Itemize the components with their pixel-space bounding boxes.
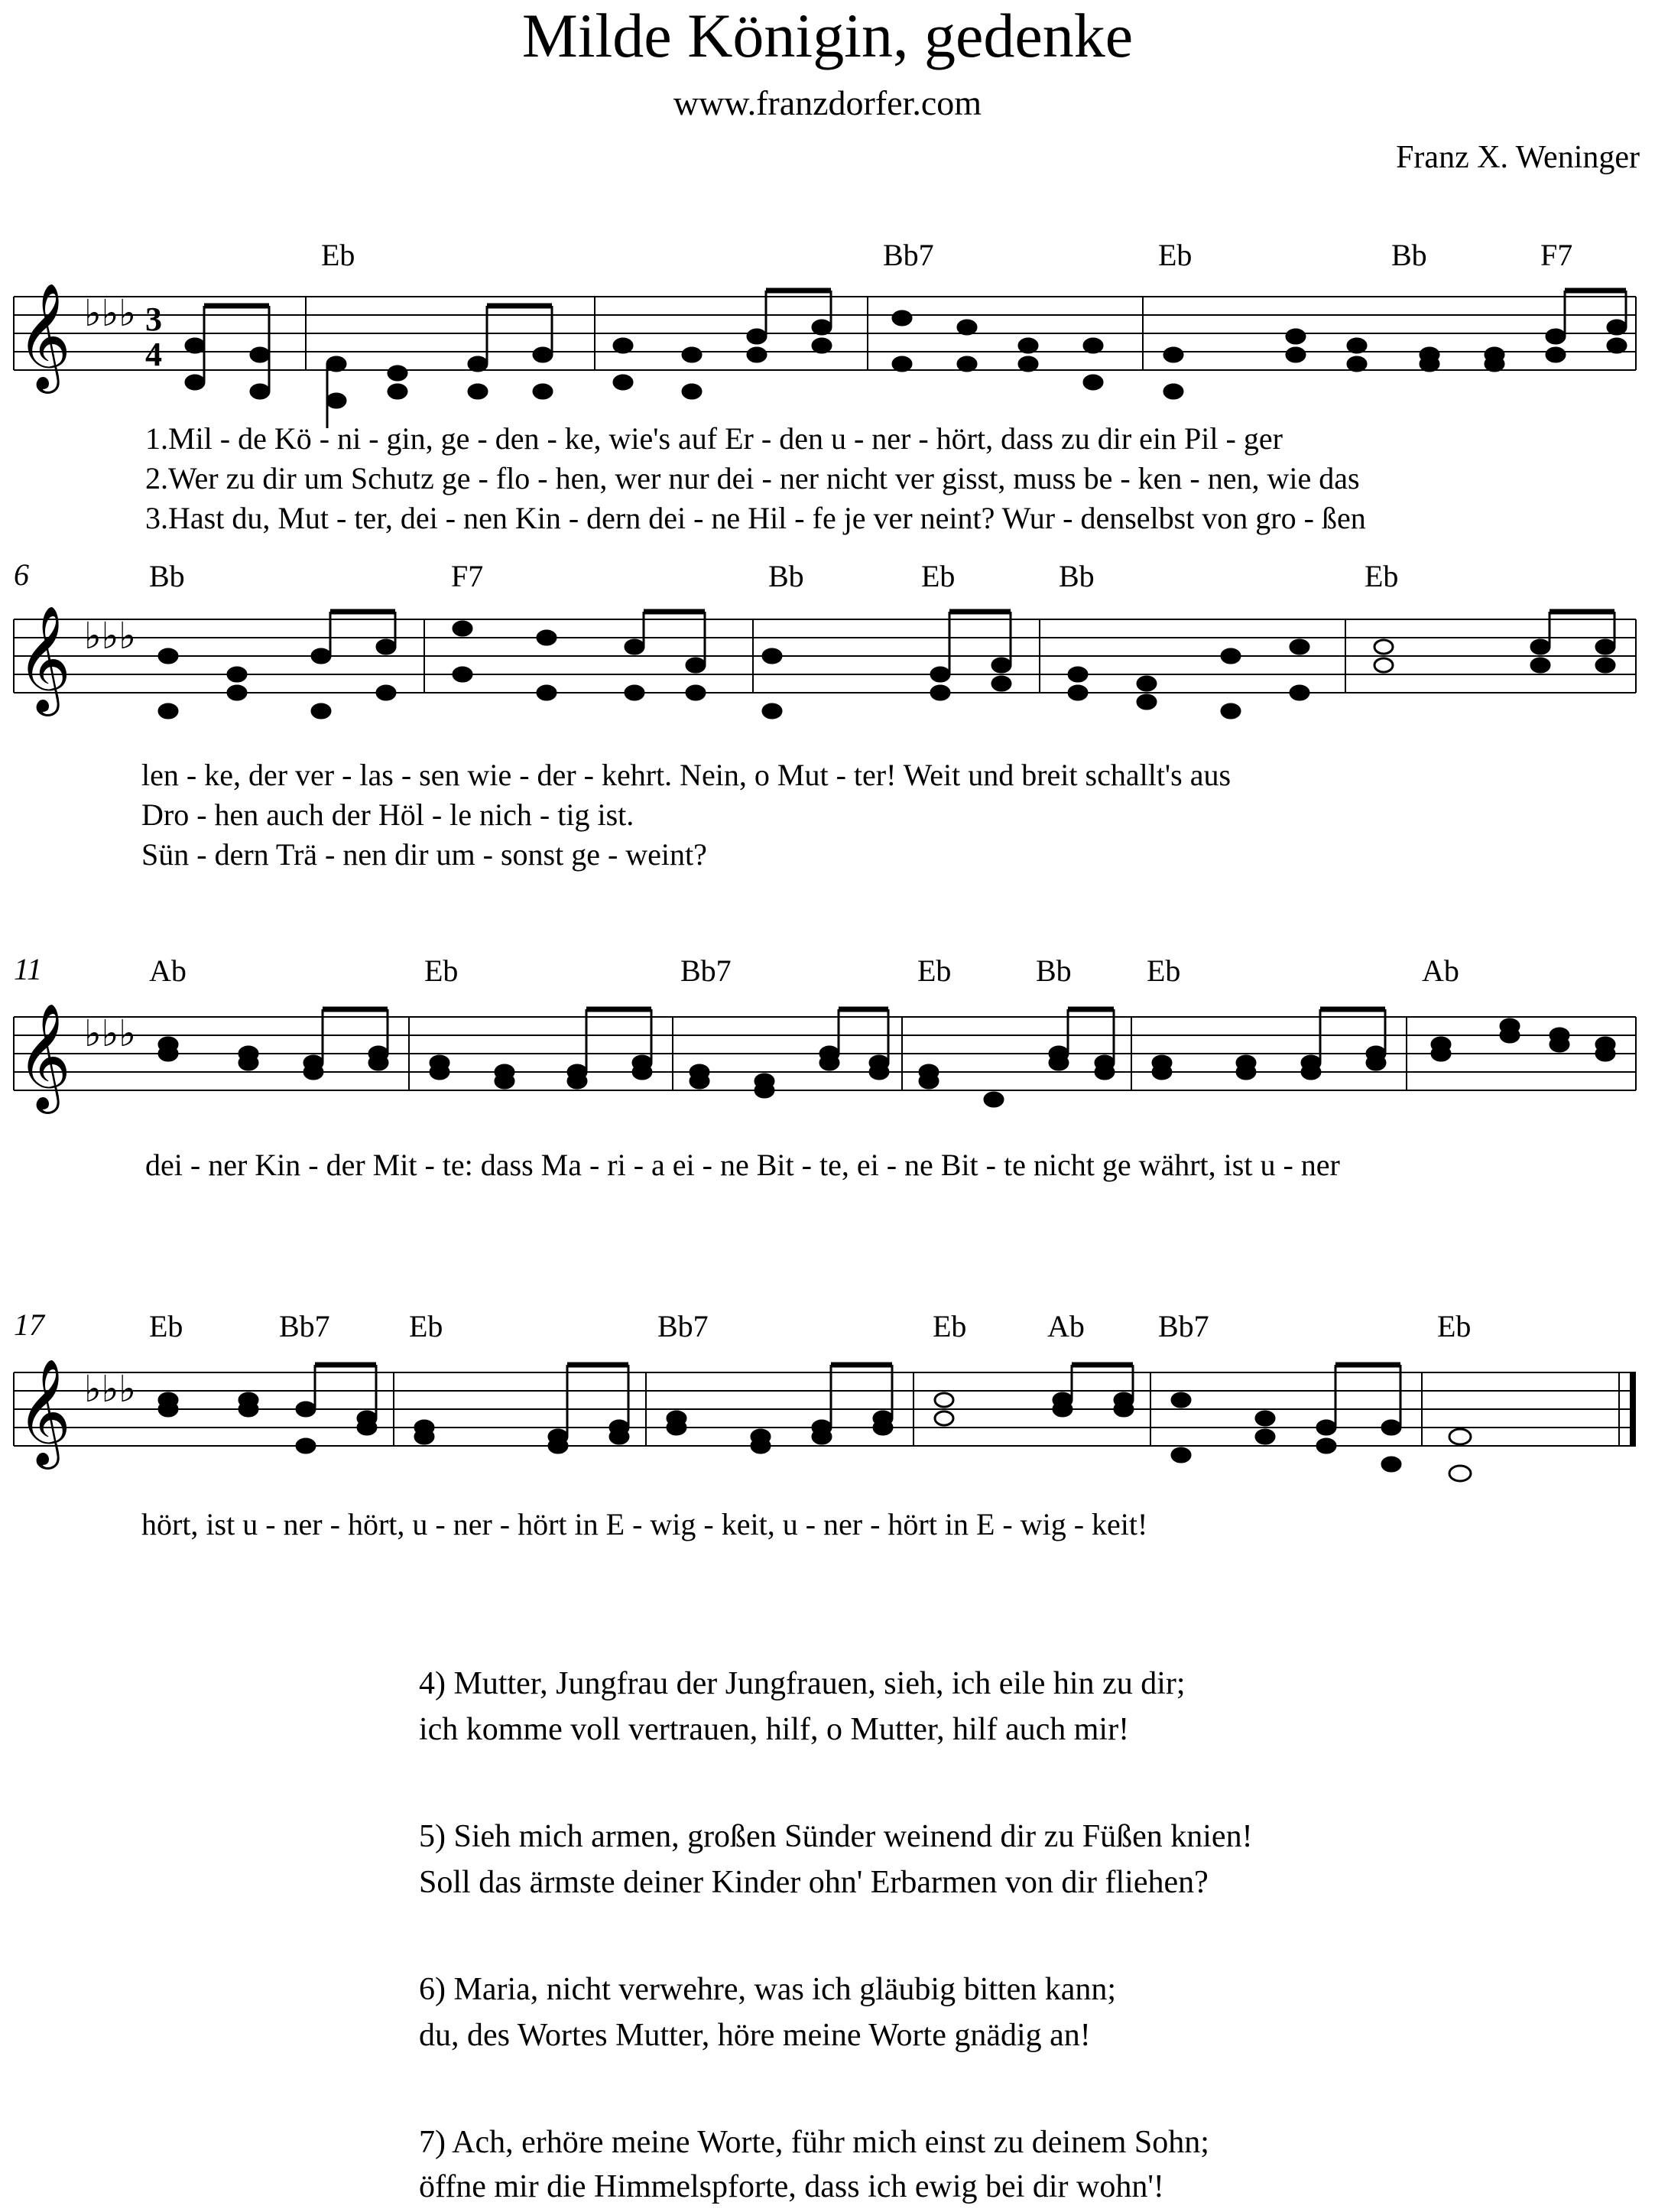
chord-symbol: Eb bbox=[933, 1309, 967, 1343]
chord-symbol: Eb bbox=[149, 1309, 183, 1343]
score-system-2 bbox=[0, 551, 1655, 879]
time-signature: 3 bbox=[145, 300, 162, 338]
key-signature-icon: ♭♭♭ bbox=[84, 292, 136, 335]
verse-7-line-2: öffne mir die Himmelspforte, dass ich ewig bei dir wohn'! bbox=[419, 2169, 1164, 2204]
verse-6-line-1: 6) Maria, nicht verwehre, was ich gläubig bitten kann; bbox=[419, 1972, 1117, 2007]
chord-symbol: Bb bbox=[1059, 559, 1095, 593]
score-system-3 bbox=[0, 948, 1655, 1208]
score-system-1 bbox=[0, 229, 1655, 551]
chord-symbol: F7 bbox=[451, 559, 484, 593]
lyric-line-verse-2: 2.Wer zu dir um Schutz ge - flo - hen, wer nur dei - ner nicht ver gisst, muss be - ken - nen, wie das bbox=[145, 461, 1360, 495]
treble-clef-icon: 𝄞 bbox=[17, 606, 71, 712]
chord-symbol: Bb bbox=[1036, 953, 1072, 988]
chord-symbol: Bb7 bbox=[680, 953, 732, 988]
lyric-line-verse-3: 3.Hast du, Mut - ter, dei - nen Kin - dern dei - ne Hil - fe je ver neint? Wur - denselbst von gro - ßen bbox=[145, 501, 1366, 535]
measure-number: 11 bbox=[14, 952, 43, 986]
lyric-line-verse-1: len - ke, der ver - las - sen wie - der - kehrt. Nein, o Mut - ter! Weit und breit schallt's aus bbox=[141, 758, 1232, 792]
measure-number: 6 bbox=[14, 557, 29, 592]
notes bbox=[159, 1365, 1471, 1481]
chord-symbol: F7 bbox=[1540, 238, 1573, 272]
chord-symbol: Eb bbox=[1365, 559, 1399, 593]
chord-symbol: Eb bbox=[321, 238, 355, 272]
chord-symbol: Eb bbox=[1147, 953, 1181, 988]
chord-symbol: Eb bbox=[921, 559, 956, 593]
treble-clef-icon: 𝄞 bbox=[17, 1003, 71, 1109]
chord-symbol: Ab bbox=[1422, 953, 1459, 988]
notes bbox=[186, 291, 1626, 428]
chord-symbol: Bb7 bbox=[1158, 1309, 1209, 1343]
verse-7-line-1: 7) Ach, erhöre meine Worte, führ mich einst zu deinem Sohn; bbox=[419, 2125, 1209, 2160]
chord-symbol: Eb bbox=[917, 953, 952, 988]
lyric-line-verse-1: dei - ner Kin - der Mit - te: dass Ma - ri - a ei - ne Bit - te, ei - ne Bit - te nicht ge währt, ist u - ner bbox=[145, 1148, 1340, 1182]
notes bbox=[159, 1009, 1614, 1106]
chord-symbol: Bb7 bbox=[657, 1309, 709, 1343]
chord-symbol: Bb7 bbox=[279, 1309, 330, 1343]
chord-symbol: Eb bbox=[409, 1309, 443, 1343]
lyric-line-verse-1: hört, ist u - ner - hört, u - ner - hört in E - wig - keit, u - ner - hört in E - wig - keit! bbox=[141, 1507, 1148, 1541]
verse-6-line-2: du, des Wortes Mutter, höre meine Worte gnädig an! bbox=[419, 2018, 1091, 2053]
chord-symbol: Bb bbox=[768, 559, 804, 593]
verse-5-line-2: Soll das ärmste deiner Kinder ohn' Erbarmen von dir fliehen? bbox=[419, 1865, 1209, 1900]
verse-4-line-2: ich komme voll vertrauen, hilf, o Mutter, hilf auch mir! bbox=[419, 1712, 1130, 1747]
lyric-line-verse-2: Dro - hen auch der Höl - le nich - tig ist. bbox=[141, 797, 634, 832]
website-url: www.franzdorfer.com bbox=[673, 83, 982, 122]
chord-symbol: Eb bbox=[1437, 1309, 1472, 1343]
score-system-4 bbox=[0, 1304, 1655, 1556]
chord-symbol: Eb bbox=[424, 953, 459, 988]
treble-clef-icon: 𝄞 bbox=[17, 283, 71, 389]
lyric-line-verse-3: Sün - dern Trä - nen dir um - sonst ge - weint? bbox=[141, 837, 707, 872]
page-title: Milde Königin, gedenke bbox=[521, 1, 1134, 70]
key-signature-icon: ♭♭♭ bbox=[84, 1012, 136, 1055]
notes bbox=[159, 612, 1614, 718]
chord-symbol: Ab bbox=[1047, 1309, 1085, 1343]
key-signature-icon: ♭♭♭ bbox=[84, 1368, 136, 1411]
chord-symbol: Bb7 bbox=[883, 238, 934, 272]
lyric-line-verse-1: 1.Mil - de Kö - ni - gin, ge - den - ke, wie's auf Er - den u - ner - hört, dass zu dir ein Pil - ger bbox=[145, 421, 1283, 456]
key-signature-icon: ♭♭♭ bbox=[84, 615, 136, 658]
chord-symbol: Bb bbox=[1391, 238, 1427, 272]
verse-5-line-1: 5) Sieh mich armen, großen Sünder weinend dir zu Füßen knien! bbox=[419, 1819, 1253, 1854]
measure-number: 17 bbox=[14, 1307, 44, 1342]
composer-name: Franz X. Weninger bbox=[1396, 140, 1640, 175]
verse-4-line-1: 4) Mutter, Jungfrau der Jungfrauen, sieh, ich eile hin zu dir; bbox=[419, 1666, 1186, 1701]
treble-clef-icon: 𝄞 bbox=[17, 1359, 71, 1465]
svg-text:4: 4 bbox=[145, 336, 162, 373]
chord-symbol: Eb bbox=[1158, 238, 1193, 272]
chord-symbol: Bb bbox=[149, 559, 185, 593]
chord-symbol: Ab bbox=[149, 953, 187, 988]
